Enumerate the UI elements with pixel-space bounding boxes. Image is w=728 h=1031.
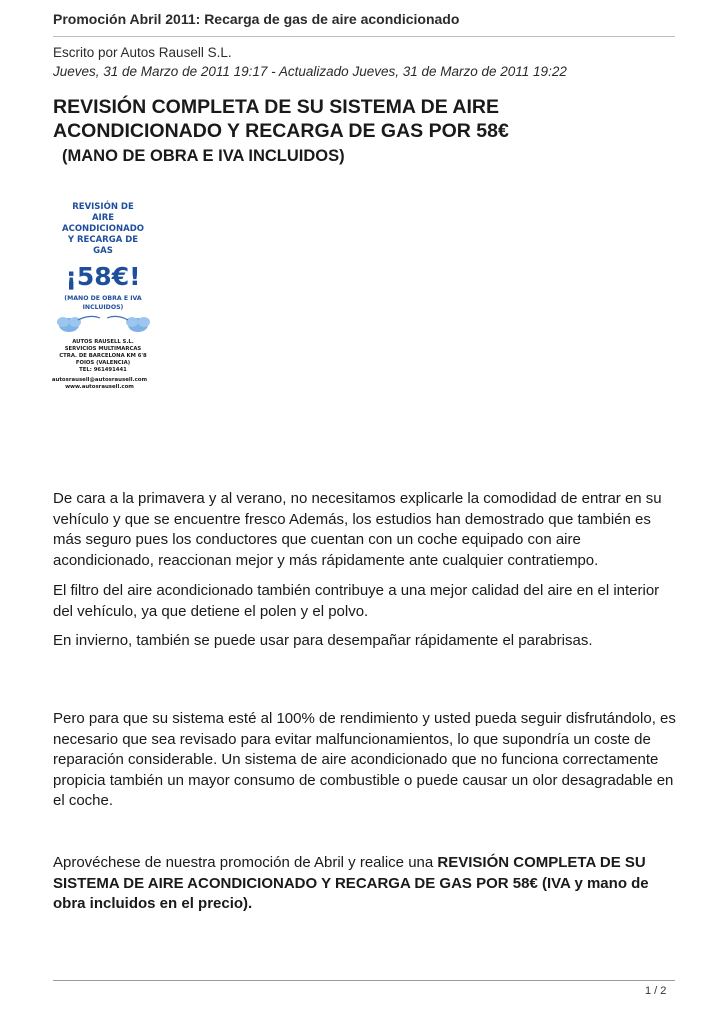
headline-line-2: ACONDICIONADO Y RECARGA DE GAS POR 58€ [53, 120, 509, 142]
paragraph-1: De cara a la primavera y al verano, no necesitamos explicarle la comodidad de entrar en su vehículo y que se encuentre fresco Además, los estudios han demostrado que también es más seguro pues los conductores que cuentan con un coche equipado con aire acondicionado, reaccionan mejor y más rápidamente ante cualquier contratiempo. [53, 490, 662, 569]
poster-phone: TEL: 961491441 [79, 367, 127, 373]
poster-line-3: ACONDICIONADO [62, 224, 144, 234]
poster-note-1: (MANO DE OBRA E IVA [64, 295, 142, 302]
poster-line-2: AIRE [91, 213, 115, 223]
cloud-icon [57, 317, 81, 332]
poster-company: AUTOS RAUSELL S.L. [72, 339, 134, 345]
air-flow-icon [78, 316, 100, 320]
air-flow-icon [107, 316, 128, 320]
article-subhead: (MANO DE OBRA E IVA INCLUIDOS) [62, 147, 345, 165]
paragraph-5-highlight: REVISIÓN COMPLETA DE SU SISTEMA DE AIRE ACONDICIONADO Y RECARGA DE GAS POR 58€ (IVA y mano de obra incluidos en el precio). [53, 854, 649, 912]
poster-web: www.autosrausell.com [65, 384, 134, 390]
paragraph-4: Pero para que su sistema esté al 100% de rendimiento y usted pueda seguir disfrutándolo, es necesario que sea revisado para evitar malfuncionamientos, lo que supondría un coste de reparación considerable. Un sistema de aire acondicionado que no funciona correctamente propicia también un mayor consumo de combustible o puede causar un olor desagradable en el coche. [53, 710, 676, 809]
paragraph-5 [53, 853, 677, 915]
paragraph-5-text: Aprovéchese de nuestra promoción de Abril y realice una [53, 854, 438, 871]
poster-price: ¡58€! [65, 262, 141, 291]
poster-services: SERVICIOS MULTIMARCAS [64, 346, 142, 352]
poster-line-1: REVISIÓN DE [72, 202, 134, 212]
paragraph-2: El filtro del aire acondicionado también contribuye a una mejor calidad del aire en el interior del vehículo, ya que detiene el polen y el polvo. [53, 582, 660, 620]
headline-line-1: REVISIÓN COMPLETA DE SU SISTEMA DE AIRE [53, 96, 500, 118]
footer-divider [53, 980, 675, 981]
poster-line-4: Y RECARGA DE [67, 235, 139, 245]
poster-address: CTRA. DE BARCELONA KM 6'8 [59, 353, 147, 359]
page-number: 1 / 2 [645, 985, 667, 997]
promo-poster-svg [50, 192, 157, 374]
promo-poster-image [50, 192, 157, 390]
article-headline [53, 95, 673, 143]
paragraph-3: En invierno, también se puede usar para desempañar rápidamente el parabrisas. [53, 632, 593, 649]
poster-note-2: INCLUIDOS) [82, 304, 124, 311]
author-line: Escrito por Autos Rausell S.L. [53, 45, 232, 60]
date-line: Jueves, 31 de Marzo de 2011 19:17 - Actualizado Jueves, 31 de Marzo de 2011 19:22 [53, 64, 567, 79]
page-title: Promoción Abril 2011: Recarga de gas de aire acondicionado [53, 11, 460, 27]
header-divider [53, 36, 675, 37]
poster-email: autosrausell@autosrausell.com [51, 377, 148, 383]
poster-town: FOIOS (VALENCIA) [75, 360, 131, 366]
poster-line-5: GAS [93, 246, 113, 256]
cloud-icon [126, 317, 150, 332]
